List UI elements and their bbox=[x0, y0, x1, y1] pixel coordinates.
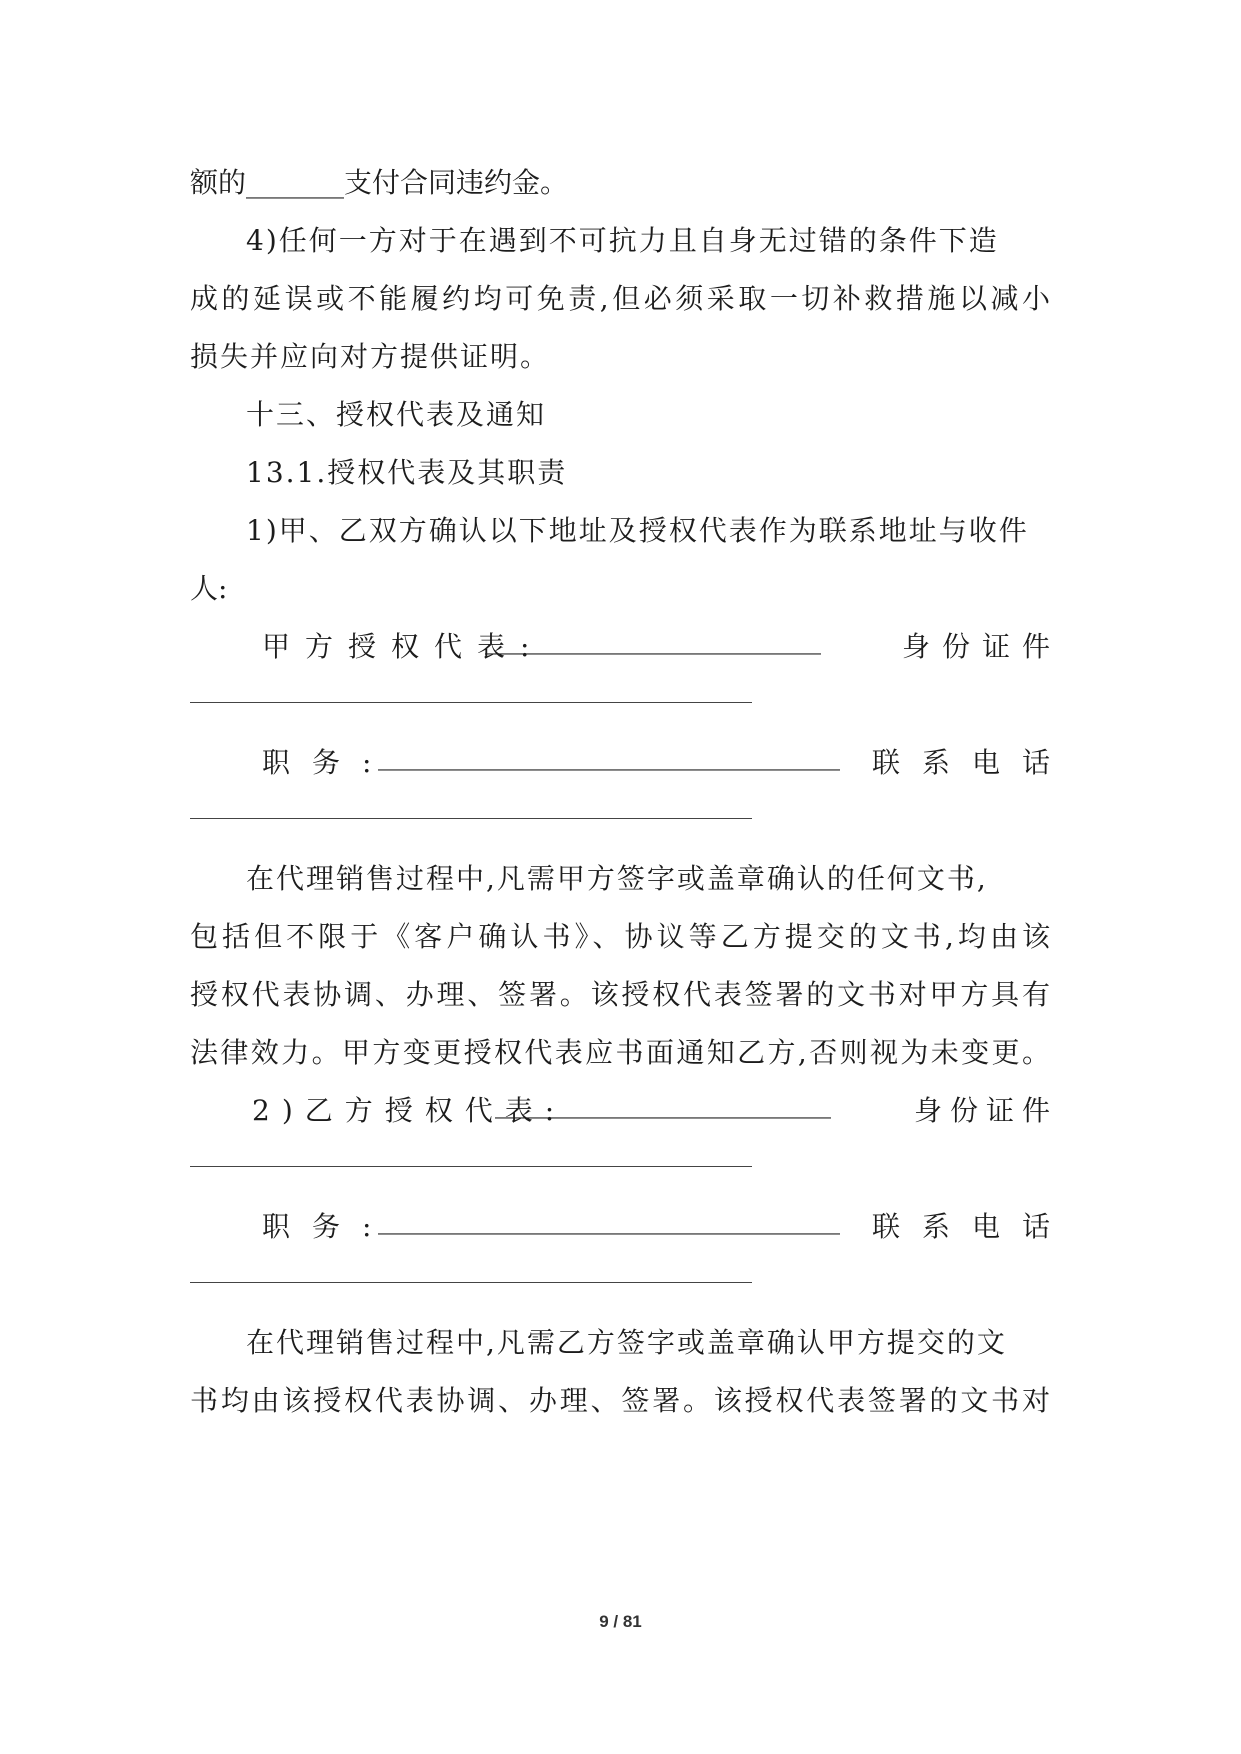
text-line: 4)任何一方对于在遇到不可抗力且自身无过错的条件下造 bbox=[246, 224, 999, 257]
blank-line: ________________________ bbox=[495, 1086, 831, 1119]
label: 联系电话 bbox=[871, 746, 1072, 779]
text-line: 成的延误或不能履约均可免责,但必须采取一切补救措施以减小 bbox=[190, 282, 1050, 315]
party-a-position-row bbox=[190, 738, 1072, 783]
blank-line: _________________________________ bbox=[378, 1202, 840, 1235]
label: 身份证件 bbox=[901, 630, 1062, 663]
text-line: 人: bbox=[190, 572, 228, 605]
party-b-position-row bbox=[190, 1202, 1072, 1247]
text-line: 在代理销售过程中,凡需甲方签字或盖章确认的任何文书, bbox=[246, 862, 988, 895]
section-heading: 十三、授权代表及通知 bbox=[246, 398, 547, 431]
blank-line bbox=[190, 818, 752, 819]
page-number: 9 / 81 bbox=[599, 1612, 642, 1631]
text-line: 额的_______支付合同违约金。 bbox=[190, 166, 569, 199]
text-line: 在代理销售过程中,凡需乙方签字或盖章确认甲方提交的文 bbox=[246, 1326, 1007, 1359]
blank-line bbox=[190, 1282, 752, 1283]
label: 2)乙方授权代表: bbox=[252, 1094, 567, 1127]
blank-line bbox=[190, 702, 752, 703]
text-line: 法律效力。甲方变更授权代表应书面通知乙方,否则视为未变更。 bbox=[190, 1036, 1050, 1069]
text-line: 损失并应向对方提供证明。 bbox=[190, 340, 551, 373]
text-line: 书均由该授权代表协调、办理、签署。该授权代表签署的文书对 bbox=[190, 1384, 1050, 1417]
label: 联系电话 bbox=[871, 1210, 1072, 1243]
text-line: 包括但不限于《客户确认书》、协议等乙方提交的文书,均由该 bbox=[190, 920, 1050, 953]
party-b-representative-row bbox=[190, 1086, 1058, 1131]
subsection-heading: 13.1.授权代表及其职责 bbox=[246, 456, 568, 489]
label: 甲方授权代表: bbox=[262, 630, 545, 663]
party-a-representative-row bbox=[190, 622, 1062, 667]
text-line: 授权代表协调、办理、签署。该授权代表签署的文书对甲方具有 bbox=[190, 978, 1050, 1011]
blank-line bbox=[190, 1166, 752, 1167]
blank-line: _________________________________ bbox=[378, 738, 840, 771]
blank-line: ________________________ bbox=[485, 622, 821, 655]
label: 职务: bbox=[262, 1210, 394, 1243]
label: 身份证件 bbox=[913, 1094, 1058, 1127]
label: 职务: bbox=[262, 746, 394, 779]
text-line: 1)甲、乙双方确认以下地址及授权代表作为联系地址与收件 bbox=[246, 514, 1029, 547]
